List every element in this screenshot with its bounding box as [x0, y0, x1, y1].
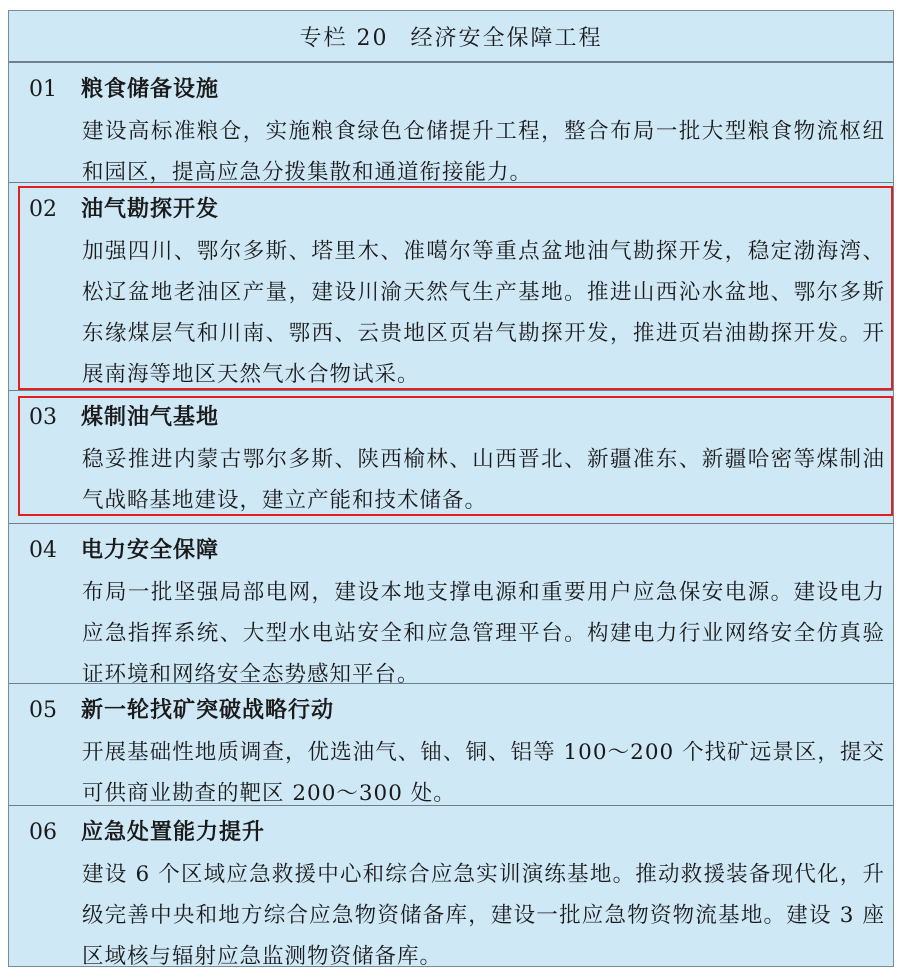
section-01: [9, 63, 893, 183]
section-number: 01: [29, 77, 57, 102]
section-number: 05: [29, 698, 57, 723]
section-title: 油气勘探开发: [81, 196, 220, 222]
section-heading: [29, 819, 265, 846]
section-heading: [29, 537, 219, 564]
panel-title-text: 经济安全保障工程: [410, 25, 603, 51]
section-body: 加强四川、鄂尔多斯、塔里木、准噶尔等重点盆地油气勘探开发，稳定渤海湾、松辽盆地老油区产量，建设川渝天然气生产基地。推进山西沁水盆地、鄂尔多斯东缘煤层气和川南、鄂西、云贵地区页岩气勘探开发，推进页岩油勘探开发。开展南海等地区天然气水合物试采。: [82, 239, 885, 387]
section-body: 开展基础性地质调查，优选油气、铀、铜、铝等 100～200 个找矿远景区，提交可供商业勘查的靶区 200～300 处。: [82, 740, 885, 806]
section-title: 应急处置能力提升: [81, 819, 266, 845]
column-panel: [8, 10, 894, 967]
section-title: 新一轮找矿突破战略行动: [81, 697, 335, 723]
section-04: [9, 524, 893, 687]
section-number: 06: [29, 820, 57, 845]
section-06: [9, 806, 893, 968]
section-heading: [29, 196, 219, 223]
section-03: [9, 391, 893, 524]
section-number: 04: [29, 538, 57, 563]
section-body: 建设 6 个区域应急救援中心和综合应急实训演练基地。推动救援装备现代化，升级完善中央和地方综合应急物资储备库，建设一批应急物资物流基地。建设 3 座区域核与辐射应急监测物资储备库。: [82, 862, 885, 969]
section-heading: [29, 697, 334, 724]
section-body: 稳妥推进内蒙古鄂尔多斯、陕西榆林、山西晋北、新疆准东、新疆哈密等煤制油气战略基地建设，建立产能和技术储备。: [82, 447, 885, 513]
section-heading: [29, 404, 219, 431]
section-body: 布局一批坚强局部电网，建设本地支撑电源和重要用户应急保安电源。建设电力应急指挥系统、大型水电站安全和应急管理平台。构建电力行业网络安全仿真验证环境和网络安全态势感知平台。: [82, 580, 885, 687]
section-05: [9, 684, 893, 806]
section-title: 电力安全保障: [81, 537, 220, 563]
section-heading: [29, 76, 219, 103]
panel-title: [9, 11, 893, 63]
section-number: 02: [29, 197, 57, 222]
section-body: 建设高标准粮仓，实施粮食绿色仓储提升工程，整合布局一批大型粮食物流枢纽和园区，提高应急分拨集散和通道衔接能力。: [82, 119, 885, 185]
section-title: 粮食储备设施: [81, 76, 220, 102]
section-02: [9, 183, 893, 391]
section-number: 03: [29, 405, 57, 430]
panel-title-number: 专栏 20: [299, 25, 389, 51]
section-title: 煤制油气基地: [81, 404, 220, 430]
